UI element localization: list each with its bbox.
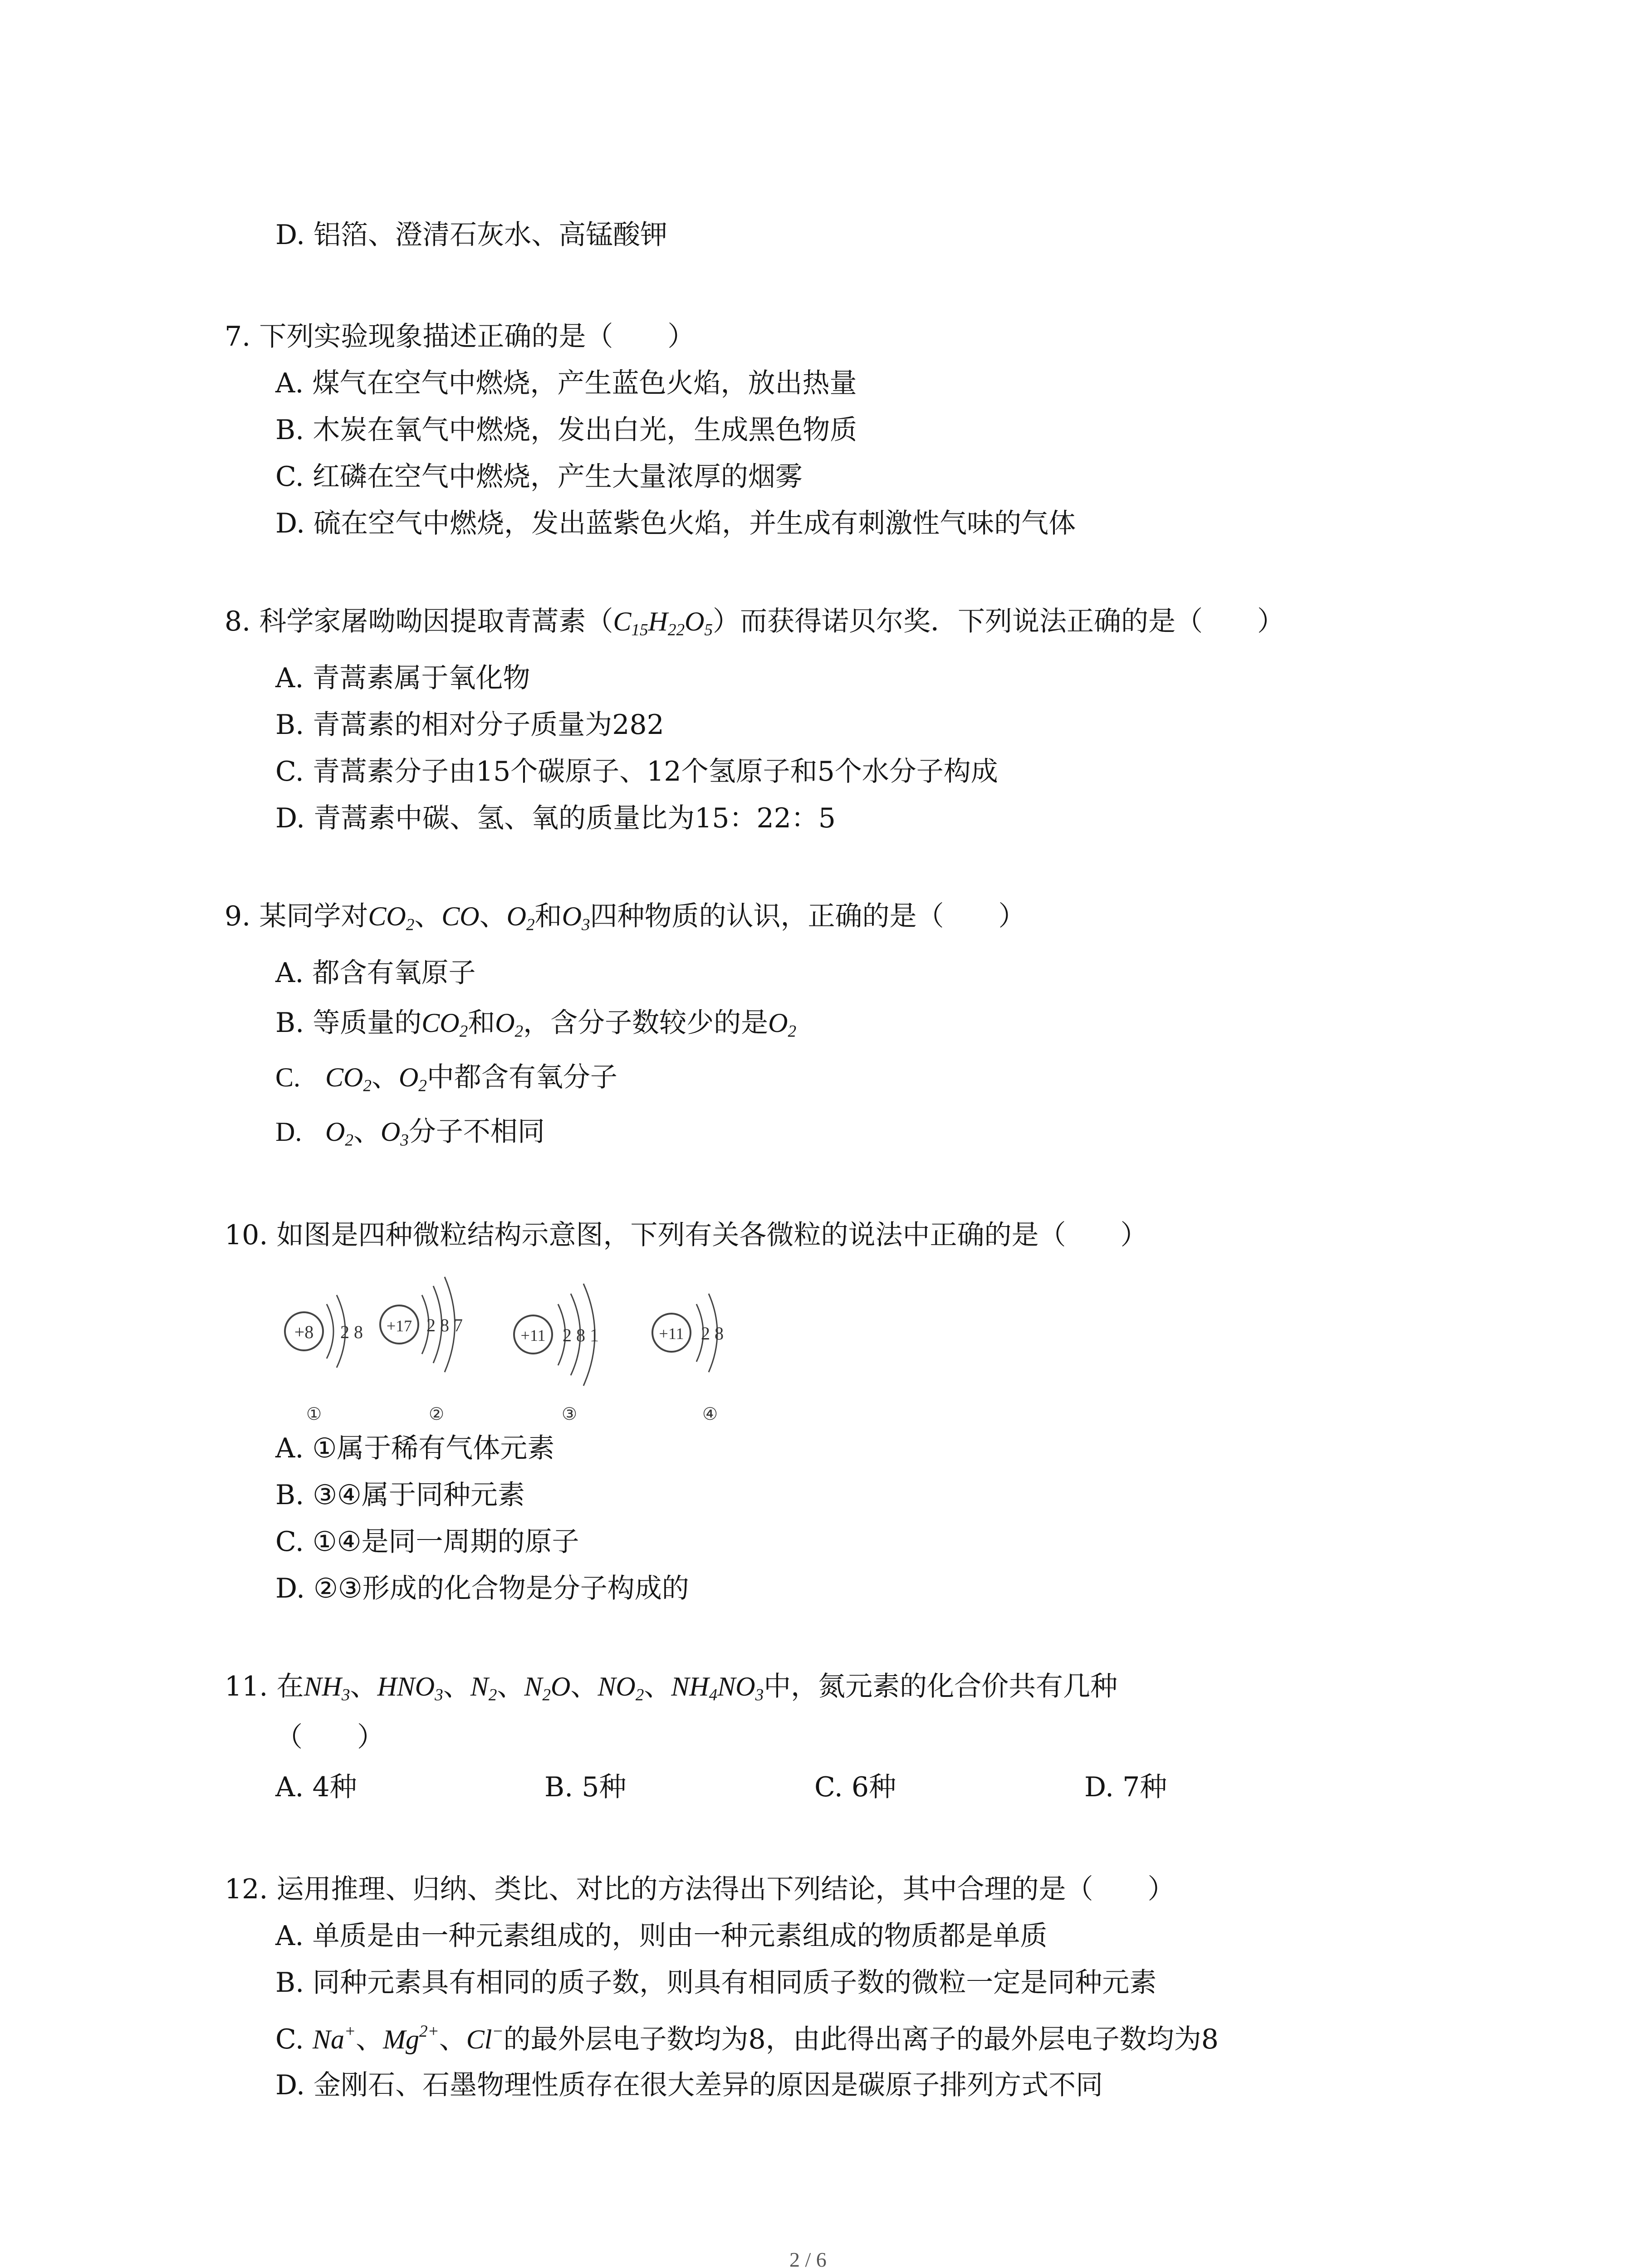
q10-option-b: B. ③④属于同种元素 [275,1479,525,1511]
q12-option-c-text: 的最外层电子数均为8，由此得出离子的最外层电子数均为8 [503,2024,1219,2056]
q11-stem: 11. 在$NH_3$、$HNO_3$、$N_2$、$N_2O$、$NO_2$、$NH_4NO_3$中，氮元素的化合价共有几种 [225,1671,1118,1705]
q10-option-d: D. ②③形成的化合物是分子构成的 [275,1573,689,1604]
q11-answer-paren: （ ） [275,1721,384,1753]
atom-diagram-1 [285,1295,363,1424]
q11-option-b: B. 5种 [544,1771,627,1803]
q10-option-a: A. ①属于稀有气体元素 [275,1432,555,1464]
q7-option-d: D. 硫在空气中燃烧，发出蓝紫色火焰，并生成有刺激性气味的气体 [275,508,1076,539]
q9-option-b-part1: B. 等质量的 [275,1007,422,1039]
q9-option-a: A. 都含有氧原子 [275,957,476,989]
q11-stem-part2: 中，氮元素的化合价共有几种 [764,1671,1118,1702]
atom-diagram-4 [652,1294,724,1424]
q8-stem-part1: 8. 科学家屠呦呦因提取青蒿素（ [225,606,613,637]
atom-4-shells: 2 8 [701,1323,724,1344]
q9-stem-part1: 9. 某同学对 [225,900,368,932]
atom-4-nucleus: +11 [659,1325,684,1343]
q8-option-c: C. 青蒿素分子由15个碳原子、12个氢原子和5个水分子构成 [275,756,998,787]
q12-option-a: A. 单质是由一种元素组成的，则由一种元素组成的物质都是单质 [275,1920,1048,1952]
q8-stem [225,608,1284,639]
q9-option-b-part2: ，含分子数较少的是 [523,1007,769,1039]
q9-option-c: C. $CO_2$、$O_2$中都含有氧分子 [275,1061,617,1095]
atom-3-shells: 2 8 1 [563,1325,599,1345]
q7-option-a: A. 煤气在空气中燃烧，产生蓝色火焰，放出热量 [275,367,857,399]
q9-option-b: B. 等质量的$CO_2$和$O_2$，含分子数较少的是$O_2$ [275,1007,797,1041]
q11-stem-part1: 11. 在 [225,1671,304,1702]
page-number: 2 / 6 [789,2248,827,2268]
q12-option-c: C. Na+、$Mg^{2+}$、Cl−的最外层电子数均为8，由此得出离子的最外层电子数均为8 [275,2022,1219,2056]
q7-stem: 7. 下列实验现象描述正确的是（ ） [225,321,695,352]
q8-option-a: A. 青蒿素属于氧化物 [275,662,530,694]
atom-3-nucleus: +11 [520,1326,546,1344]
q11-option-c: C. 6种 [814,1771,896,1803]
q11-option-d: D. 7种 [1084,1771,1167,1803]
q9-option-d-text: 分子不相同 [408,1116,545,1148]
q8-option-b: B. 青蒿素的相对分子质量为282 [275,709,664,741]
atom-2-label: ② [428,1405,445,1424]
q12-stem: 12. 运用推理、归纳、类比、对比的方法得出下列结论，其中合理的是（ ） [225,1873,1175,1905]
q12-option-d: D. 金刚石、石墨物理性质存在很大差异的原因是碳原子排列方式不同 [275,2069,1103,2101]
q10-option-c: C. ①④是同一周期的原子 [275,1526,579,1558]
q7-option-b: B. 木炭在氧气中燃烧，发出白光，生成黑色物质 [275,414,857,446]
atom-4-label: ④ [702,1405,718,1424]
atom-1-shells: 2 8 [340,1322,363,1342]
atom-1-nucleus: +8 [294,1322,314,1342]
q8-option-d: D. 青蒿素中碳、氢、氧的质量比为15：22：5 [275,802,836,834]
q9-stem: 9. 某同学对$CO_2$、CO、$O_2$和$O_3$四种物质的认识，正确的是（ ） [225,900,1026,934]
q8-formula: $C_{15}H_{22}O_5$ [613,606,713,640]
q9-option-d: D. $O_2$、$O_3$分子不相同 [275,1116,545,1150]
q12-option-c-label: C. [275,2024,313,2056]
q8-stem-part2: ）而获得诺贝尔奖．下列说法正确的是（ ） [713,606,1285,637]
atom-diagram-2 [380,1277,463,1424]
q12-option-b: B. 同种元素具有相同的质子数，则具有相同质子数的微粒一定是同种元素 [275,1967,1157,1999]
atom-3-label: ③ [561,1405,578,1424]
q6-option-d: D. 铝箔、澄清石灰水、高锰酸钾 [275,219,668,251]
atom-structure-diagrams [272,1256,771,1429]
atom-2-nucleus: +17 [386,1317,412,1335]
atom-2-shells: 2 8 7 [426,1315,463,1335]
atom-diagram-3 [514,1284,599,1424]
q9-stem-part2: 四种物质的认识，正确的是（ ） [590,900,1026,932]
q7-option-c: C. 红磷在空气中燃烧，产生大量浓厚的烟雾 [275,461,803,493]
q10-stem: 10. 如图是四种微粒结构示意图，下列有关各微粒的说法中正确的是（ ） [225,1219,1148,1251]
q9-option-c-text: 中都含有氧分子 [426,1061,617,1093]
atom-1-label: ① [306,1405,322,1424]
q11-option-a: A. 4种 [275,1771,357,1803]
